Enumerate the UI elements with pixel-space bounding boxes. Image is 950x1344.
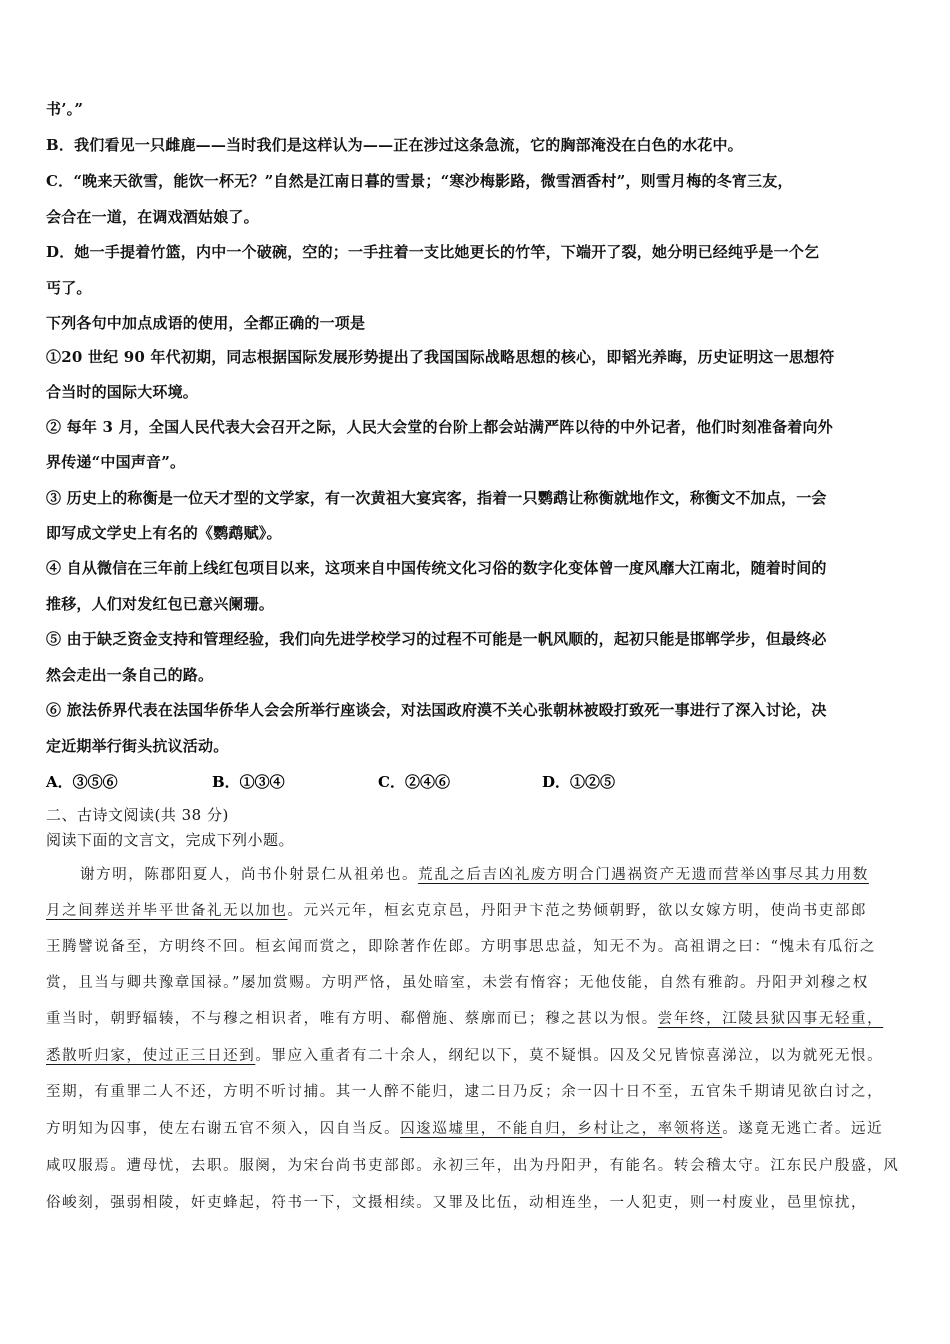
sentence-1-line2: 合当时的国际大环境。 [46, 383, 199, 401]
passage-line-9: 咸叹服焉。遭母忧，去职。服阕，为宋台尚书吏部郎。永初三年，出为丹阳尹，有能名。转会稽太守。江东民户殷盛，风 [46, 1158, 900, 1174]
option-d-line1: D．她一手提着竹篮，内中一个破碗，空的；一手拄着一支比她更长的竹竿，下端开了裂，她分明已经纯乎是一个乞 [46, 243, 820, 261]
option-c-line2: 会合在一道，在调戏酒姑娘了。 [46, 208, 259, 226]
passage-text: 重当时，朝野辐辏，不与穆之相识者，唯有方明、郗僧施、蔡廓而已；穆之甚以为恨。 [46, 1011, 658, 1027]
sentence-1-line1: ①20 世纪 90 年代初期，同志根据国际发展形势提出了我国国际战略思想的核心，即韬光养晦，历史证明这一思想符 [46, 348, 835, 366]
passage-text: 谢方明，陈郡阳夏人，尚书仆射景仁从祖弟也。 [80, 867, 419, 883]
passage-text: 。罪应入重者有二十余人，纲纪以下，莫不疑惧。囚及父兄皆惊喜涕泣，以为就死无恨。 [255, 1048, 884, 1064]
section-title: 二、古诗文阅读(共 38 分) [46, 806, 229, 824]
sentence-2-line2: 界传递“中国声音”。 [46, 453, 186, 471]
sentence-5-line1: ⑤ 由于缺乏资金支持和管理经验，我们向先进学校学习的过程不可能是一帆风顺的，起初只能是邯郸学步，但最终必 [46, 630, 827, 648]
option-b: B．我们看见一只雌鹿——当时我们是这样认为——正在涉过这条急流，它的胸部淹没在白色的水花中。 [46, 136, 743, 154]
passage-line-5 [46, 1007, 883, 1028]
passage-line-1 [80, 863, 869, 884]
passage-line-7: 至期，有重罪二人不还，方明不听讨捕。其一人醉不能归，逮二日乃反；余一囚十日不至，五官朱千期请见欲白讨之， [46, 1084, 884, 1100]
answer-option-c[interactable]: C．②④⑥ [378, 773, 450, 791]
passage-text: 方明知为囚事，使左右谢五官不须入，囚自当反。 [46, 1121, 401, 1137]
prev-question-tail: 书’。” [46, 100, 84, 118]
sentence-4-line2: 推移，人们对发红包已意兴阑珊。 [46, 595, 275, 613]
sentence-3-line1: ③ 历史上的称衡是一位天才型的文学家，有一次黄祖大宴宾客，指着一只鹦鹉让称衡就地作文，称衡文不加点，一会 [46, 489, 827, 507]
sentence-5-line2: 然会走出一条自己的路。 [46, 666, 214, 684]
option-d-line2: 丐了。 [46, 279, 92, 297]
passage-text: 。遂竟无逃亡者。远近 [722, 1121, 884, 1137]
passage-line-2 [46, 899, 867, 920]
sentence-6-line2: 定近期举行街头抗议活动。 [46, 737, 229, 755]
passage-line-8 [46, 1117, 883, 1138]
passage-line-6 [46, 1044, 883, 1065]
sentence-3-line2: 即写成文学史上有名的《鹦鹉赋》。 [46, 524, 282, 542]
passage-line-4: 赏，且当与卿共豫章国禄。”屡加赏赐。方明严恪，虽处暗室，未尝有惰容；无他伎能，自然有雅韵。丹阳尹刘穆之权 [46, 975, 869, 991]
underlined-sentence: 尝年终，江陵县狱囚事无轻重， [657, 1011, 884, 1027]
answer-option-a[interactable]: A．③⑤⑥ [46, 773, 118, 791]
section-instruction: 阅读下面的文言文，完成下列小题。 [46, 831, 295, 849]
underlined-sentence: 悉散听归家，使过正三日还到 [46, 1048, 256, 1064]
sentence-6-line1: ⑥ 旅法侨界代表在法国华侨华人会会所举行座谈会，对法国政府漠不关心张朝林被殴打致死一事进行了深入讨论，决 [46, 701, 827, 719]
underlined-sentence: 囚逡巡墟里，不能自归，乡村让之，率领将送 [400, 1121, 723, 1137]
passage-line-10: 俗峻刻，强弱相陵，奸吏蜂起，符书一下，文摄相续。又罪及比伍，动相连坐，一人犯吏，则一村废业，邑里惊扰， [46, 1195, 868, 1211]
idiom-question-stem: 下列各句中加点成语的使用，全都正确的一项是 [46, 314, 366, 332]
underlined-sentence: 荒乱之后吉凶礼废方明合门遇祸资产无遗而营举凶事尽其力用数 [418, 867, 869, 883]
underlined-sentence: 月之间葬送并毕平世备礼无以加也 [46, 903, 288, 919]
passage-text: 。元兴元年，桓玄克京邑，丹阳尹卞范之势倾朝野，欲以女嫁方明，使尚书吏部郎 [287, 903, 868, 919]
sentence-4-line1: ④ 自从微信在三年前上线红包项目以来，这项来自中国传统文化习俗的数字化变体曾一度风靡大江南北，随着时间的 [46, 559, 827, 577]
passage-line-3: 王腾譬说备至，方明终不回。桓玄闻而赏之，即除著作佐郎。方明事思忠益，知无不为。高祖谓之曰：“愧未有瓜衍之 [46, 939, 877, 955]
option-c-line1: C．“晚来天欲雪，能饮一杯无？”自然是江南日暮的雪景；“寒沙梅影路，微雪酒香村”，则雪月梅的冬宵三友， [46, 172, 793, 190]
answer-option-d[interactable]: D．①②⑤ [542, 773, 616, 791]
answer-option-b[interactable]: B．①③④ [212, 773, 285, 791]
sentence-2-line1: ② 每年 3 月，全国人民代表大会召开之际，人民大会堂的台阶上都会站满严阵以待的中外记者，他们时刻准备着向外 [46, 418, 833, 436]
